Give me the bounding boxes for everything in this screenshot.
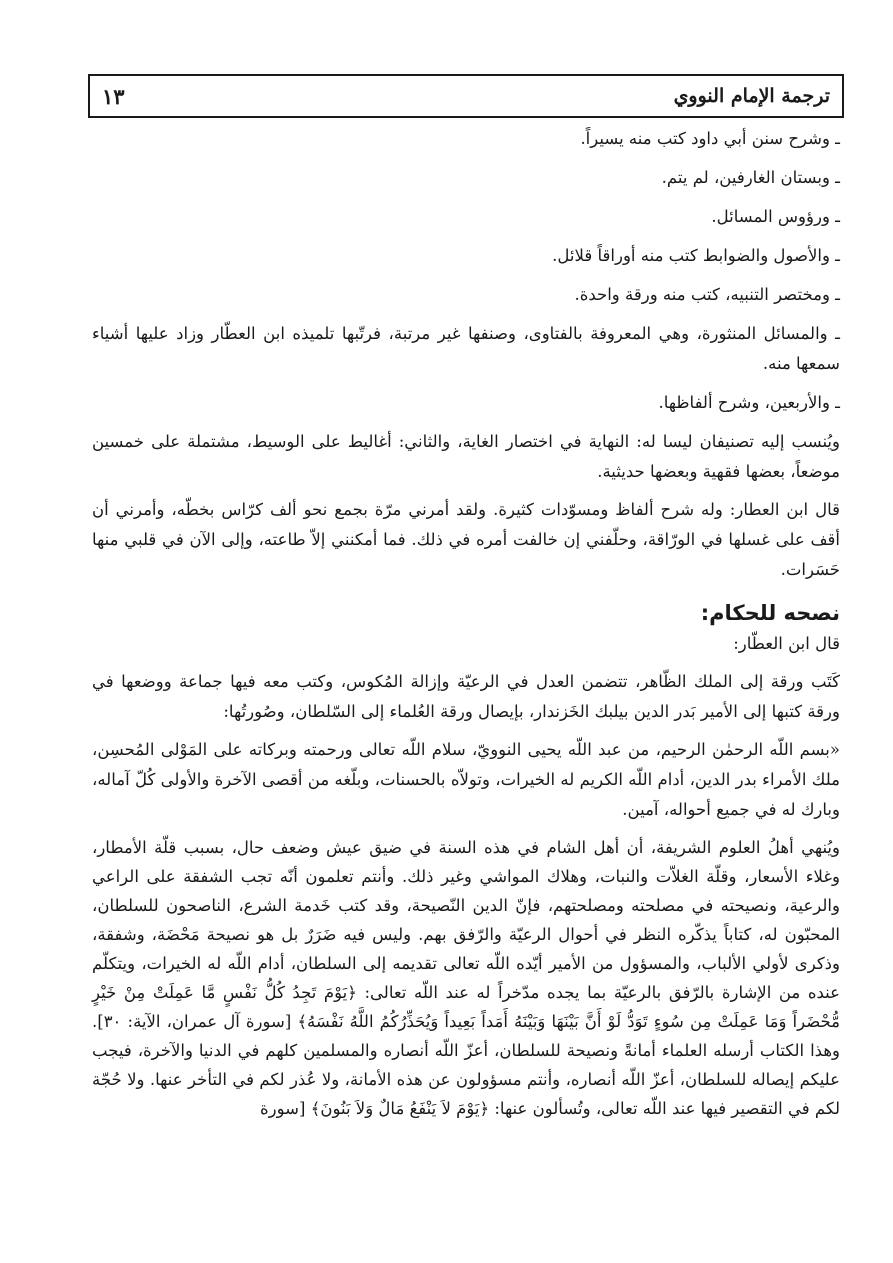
work-item: ـ والأصول والضوابط كتب منه أوراقاً قلائل. — [552, 246, 840, 265]
work-item: ـ ومختصر التنبيه، كتب منه ورقة واحدة. — [574, 285, 840, 304]
letter-opening-paragraph: «بسم اللّه الرحمٰن الرحيم، من عبد اللّه يحيى النوويّ، سلام اللّه تعالى ورحمته وبركاته على المَوْلى المُحسِن، ملك الأمراء بدر الدين، أدام اللّه الكريم له الخيرات، وتولاّه بالحسنات، وبلّغه من أقصى الآخرة والأولى كُلّ آماله، وبارك له في جميع أحواله، آمين. — [92, 740, 840, 819]
page-number: ١٣ — [102, 83, 125, 109]
running-header — [88, 74, 844, 118]
letter-context-paragraph: كَتَب ورقة إلى الملك الظّاهر، تتضمن العدل في الرعيّة وإزالة المُكوس، وكتب معه فيها جماعة ووضعها في ورقة كتبها إلى الأمير بَدر الدين بيلبك الخَزندار، بإيصال ورقة العُلماء إلى السّلطان، وصُورتُها: — [92, 672, 840, 721]
ibn-attar-paragraph: قال ابن العطار: وله شرح ألفاظ ومسوّدات كثيرة. ولقد أمرني مرّة بجمع نحو ألف كرّاس بخطّه، وأمرني أن أقف على غسلها في الورّاقة، وحلّفني إن خالفت أمره في ذلك. فما أمكنني إلاّ طاعته، وإلى الآن في قلبي منها حَسَرات. — [92, 500, 840, 579]
work-item: ـ والأربعين، وشرح ألفاظها. — [658, 393, 840, 412]
letter-body-paragraph: ويُنهي أهلُ العلوم الشريفة، أن أهل الشام في هذه السنة في ضيق عيش وضعف حال، بسبب قلّة الأمطار، وغلاء الأسعار، وقلّة الغلاّت والنبات، وهلاك المواشي وغير ذلك. وأنتم تعلمون أنّه تجب الشفقة على الراعي والرعية، ونصيحته في مصلحته ومصلحتهم، فإنّ الدين النّصيحة، وقد كتب خَدمة الشرع، الناصحون للسلطان، المحبّون له، كتاباً يذكّره النظر في أحوال الرعيّة والرّفق بهم. وليس فيه ضَرَرٌ بل هو نصيحة مَحْضَة، وشفقة، وذكرى لأولي الألباب، والمسؤول من الأمير أيّده اللّه تعالى تقديمه إلى السلطان، أدام اللّه له الخيرات، ويتكلّم عنده من الإشارة بالرّفق بالرعيّة بما يجده مدّخراً له عند اللّه تعالى: ﴿يَوْمَ تَجِدُ كُلُّ نَفْسٍ مَّا عَمِلَتْ مِنْ خَيْرٍ مُّحْضَراً وَمَا عَمِلَتْ مِن سُوءٍ تَوَدُّ لَوْ أَنَّ بَيْنَهَا وَبَيْنَهُ أَمَداً بَعِيداً وَيُحَذِّرُكُمُ اللَّهُ نَفْسَهُ﴾ [سورة آل عمران، الآية: ٣٠]. وهذا الكتاب أرسله العلماء أمانةً ونصيحة للسلطان، أعزّ اللّه أنصاره والمسلمين كلهم في الدنيا والآخرة، فيجب عليكم إيصاله للسلطان، أعزّ اللّه أنصاره، وأنتم مسؤولون عن هذه الأمانة، ولا عُذر لكم في التأخر عنها. ولا حُجّة لكم في التقصير فيها عند اللّه تعالى، وتُسألون عنها: ﴿يَوْمَ لاَ يَنْفَعُ مَالٌ وَلاَ بَنُونَ﴾ [سورة — [92, 838, 840, 1118]
work-item: ـ وبستان الغارفين، لم يتم. — [661, 168, 840, 187]
work-item: ـ والمسائل المنثورة، وهي المعروفة بالفتاوى، وصنفها غير مرتبة، فرتّبها تلميذه ابن العطّار وزاد عليها أشياء سمعها منه. — [92, 324, 840, 373]
attributed-works-paragraph: ويُنسب إليه تصنيفان ليسا له: النهاية في اختصار الغاية، والثاني: أغاليط على الوسيط، مشتملة على خمسين موضعاً، بعضها فقهية وبعضها حديثية. — [92, 432, 840, 481]
book-page — [88, 74, 844, 1244]
page-content — [88, 118, 844, 1123]
section-intro: قال ابن العطّار: — [733, 634, 840, 653]
work-item: ـ وشرح سنن أبي داود كتب منه يسيراً. — [580, 129, 840, 148]
work-item: ـ ورؤوس المسائل. — [711, 207, 840, 226]
section-heading: نصحه للحكام: — [700, 601, 840, 625]
header-title: ترجمة الإمام النووي — [673, 85, 830, 107]
